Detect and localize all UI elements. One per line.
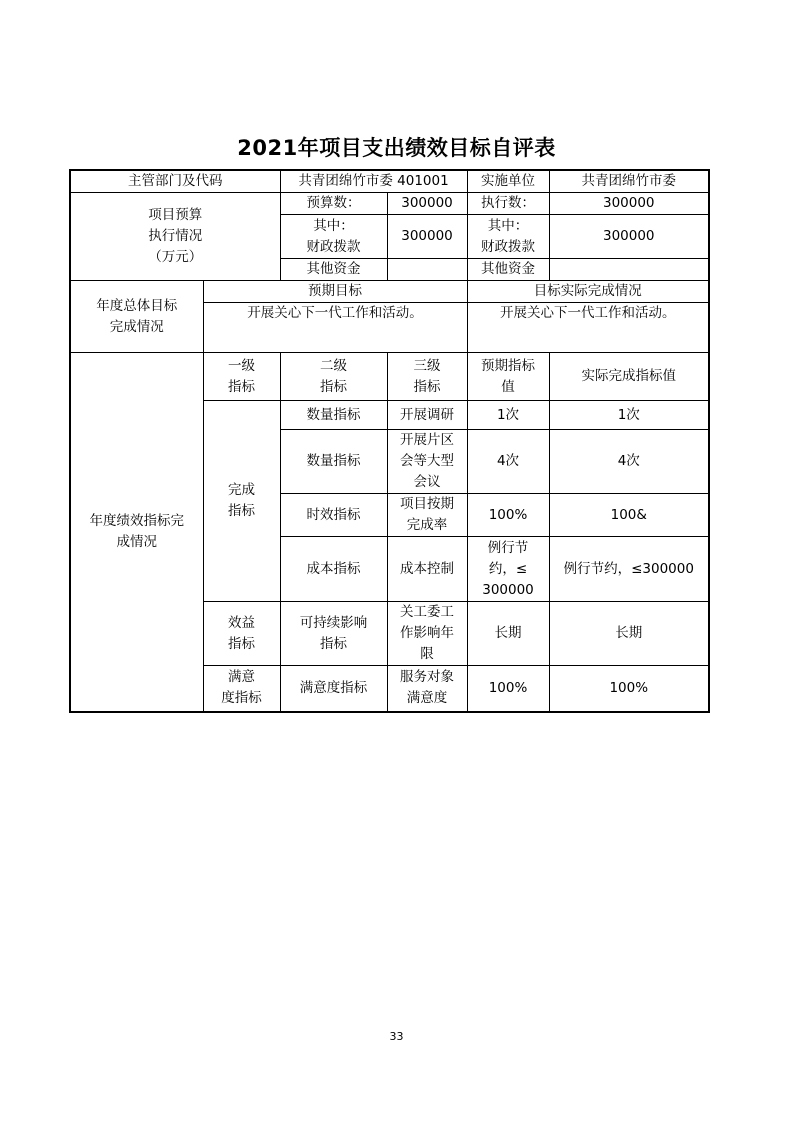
header-actual: 实际完成指标值 — [549, 353, 709, 401]
expected-cell: 长期 — [467, 602, 549, 666]
actual-cell: 100% — [549, 666, 709, 712]
header-level2: 二级 指标 — [280, 353, 387, 401]
other-funds-label: 其他资金 — [280, 259, 387, 281]
level3-cell: 服务对象 满意度 — [387, 666, 467, 712]
header-expected: 预期指标 值 — [467, 353, 549, 401]
level1-satisfaction: 满意 度指标 — [203, 666, 280, 712]
performance-section-label: 年度绩效指标完 成情况 — [70, 353, 203, 712]
level2-cell: 可持续影响 指标 — [280, 602, 387, 666]
level2-cell: 成本指标 — [280, 537, 387, 602]
impl-unit-value: 共青团绵竹市委 — [549, 170, 709, 193]
header-level1: 一级 指标 — [203, 353, 280, 401]
self-evaluation-table — [69, 169, 710, 713]
page-title: 2021年项目支出绩效目标自评表 — [237, 136, 556, 160]
actual-cell: 4次 — [549, 430, 709, 494]
level3-cell: 开展调研 — [387, 401, 467, 430]
expected-cell: 100% — [467, 494, 549, 537]
dept-label: 主管部门及代码 — [70, 170, 280, 193]
annual-goal-label: 年度总体目标 完成情况 — [70, 281, 203, 353]
other-funds-exec — [549, 259, 709, 281]
budget-label: 预算数： — [280, 193, 387, 215]
fiscal-exec-value: 300000 — [549, 215, 709, 259]
level2-cell: 数量指标 — [280, 401, 387, 430]
level3-cell: 项目按期 完成率 — [387, 494, 467, 537]
level2-cell: 满意度指标 — [280, 666, 387, 712]
expected-goal-text: 开展关心下一代工作和活动。 — [203, 303, 467, 353]
page-number: 33 — [389, 1030, 404, 1043]
actual-goal-text: 开展关心下一代工作和活动。 — [467, 303, 709, 353]
expected-cell: 例行节 约，≤ 300000 — [467, 537, 549, 602]
other-funds-exec-label: 其他资金 — [467, 259, 549, 281]
expected-cell: 4次 — [467, 430, 549, 494]
exec-label: 执行数： — [467, 193, 549, 215]
actual-cell: 100& — [549, 494, 709, 537]
actual-goal-header: 目标实际完成情况 — [467, 281, 709, 303]
expected-goal-header: 预期目标 — [203, 281, 467, 303]
level3-cell: 关工委工 作影响年 限 — [387, 602, 467, 666]
actual-cell: 1次 — [549, 401, 709, 430]
expected-cell: 1次 — [467, 401, 549, 430]
exec-value: 300000 — [549, 193, 709, 215]
fiscal-budget-value: 300000 — [387, 215, 467, 259]
header-level3: 三级 指标 — [387, 353, 467, 401]
dept-value: 共青团绵竹市委 401001 — [280, 170, 467, 193]
fiscal-exec-label: 其中： 财政拨款 — [467, 215, 549, 259]
other-funds-budget — [387, 259, 467, 281]
expected-cell: 100% — [467, 666, 549, 712]
fiscal-budget-label: 其中： 财政拨款 — [280, 215, 387, 259]
budget-section-label: 项目预算 执行情况 （万元） — [70, 193, 280, 281]
level3-cell: 开展片区 会等大型 会议 — [387, 430, 467, 494]
level2-cell: 数量指标 — [280, 430, 387, 494]
level1-completion: 完成 指标 — [203, 401, 280, 602]
actual-cell: 例行节约，≤300000 — [549, 537, 709, 602]
budget-value: 300000 — [387, 193, 467, 215]
level1-benefit: 效益 指标 — [203, 602, 280, 666]
impl-unit-label: 实施单位 — [467, 170, 549, 193]
level3-cell: 成本控制 — [387, 537, 467, 602]
actual-cell: 长期 — [549, 602, 709, 666]
level2-cell: 时效指标 — [280, 494, 387, 537]
